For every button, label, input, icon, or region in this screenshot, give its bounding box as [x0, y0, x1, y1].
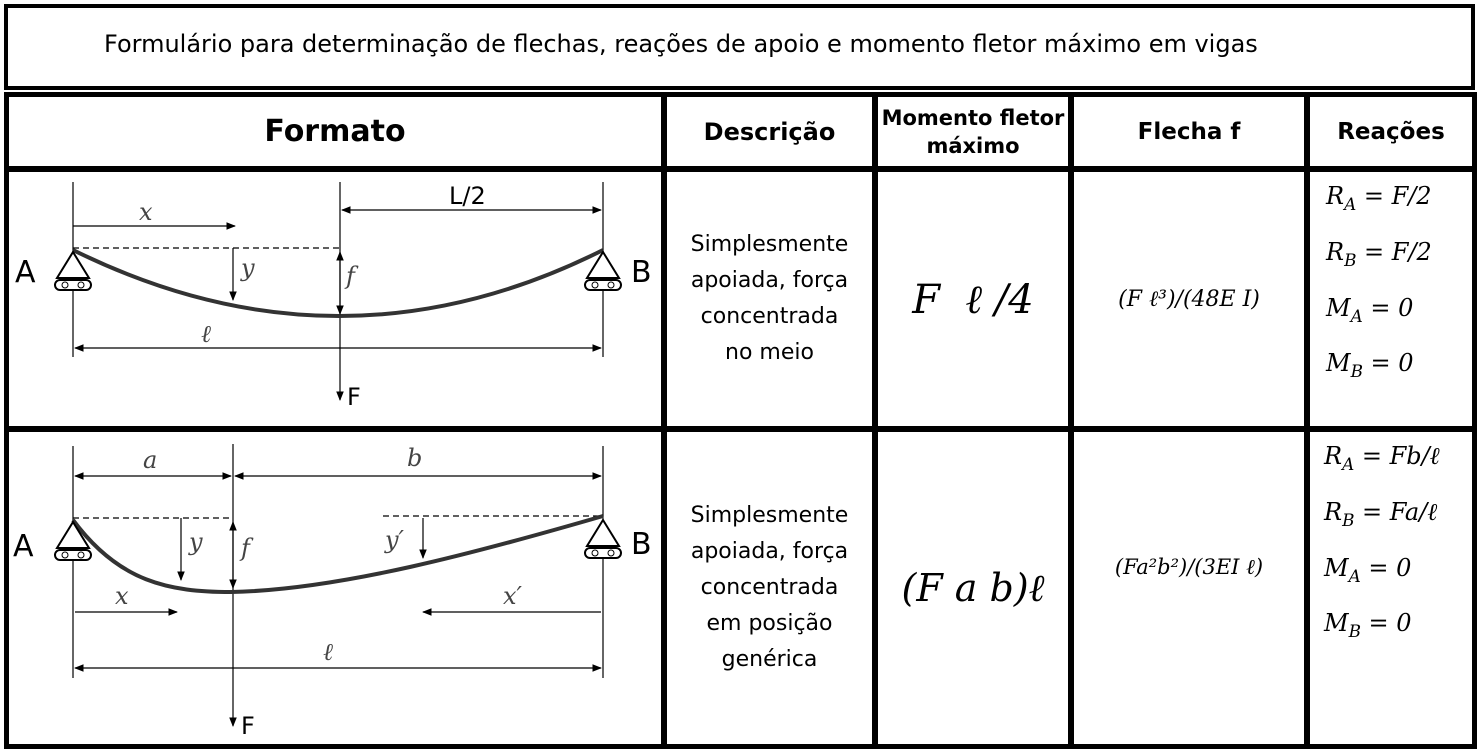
- row1-deflection: [1074, 172, 1304, 426]
- row2-desc-line1: Simplesmente: [690, 503, 849, 528]
- label-span: ℓ: [201, 320, 211, 348]
- row2-deflection: [1074, 432, 1304, 702]
- row1-reactions: [1310, 172, 1472, 426]
- label-B: B: [631, 255, 652, 290]
- row1-desc-line2: apoiada, força: [690, 268, 849, 293]
- row1-reaction-RA: $R_A = F/2$: [1326, 182, 1432, 214]
- row2-reaction-RB: $R_B$ = Fa/ℓ: [1324, 497, 1438, 530]
- header-momento: [878, 97, 1068, 166]
- row2-desc-line3: concentrada: [700, 575, 839, 600]
- header-reacoes: [1310, 97, 1472, 166]
- header-descricao: [667, 97, 872, 166]
- row2-desc-line2: apoiada, força: [690, 539, 849, 564]
- header-formato: [9, 97, 661, 166]
- header-descricao-label: Descrição: [703, 117, 836, 146]
- row1-description: [667, 172, 872, 426]
- header-momento-line2: máximo: [926, 133, 1020, 158]
- row1-moment: [878, 172, 1068, 426]
- header-flecha-label: Flecha f: [1137, 118, 1241, 145]
- row2-moment-value: (F a b)ℓ: [901, 565, 1045, 610]
- label-a: a: [143, 446, 158, 474]
- row1-deflection-value: (F ℓ³)/(48E I): [1118, 287, 1260, 312]
- label-span: ℓ: [323, 638, 333, 666]
- label-half-span: L/2: [449, 182, 486, 210]
- label-b: b: [407, 444, 423, 472]
- label-x: x: [115, 582, 129, 610]
- page-title: Formulário para determinação de flechas, reações de apoio e momento fletor máximo em vigas: [104, 30, 1258, 58]
- table-border-bottom: [4, 744, 1475, 749]
- support-B-icon: [585, 520, 621, 558]
- row1-reaction-MA: $M_A = 0$: [1326, 293, 1414, 326]
- header-reacoes-label: Reações: [1337, 118, 1445, 145]
- label-x: x: [139, 198, 153, 226]
- label-B: B: [631, 527, 652, 562]
- row2-desc-line4: em posição: [706, 611, 833, 636]
- support-A-icon: [55, 522, 91, 560]
- row2-desc-line5: genérica: [721, 647, 818, 672]
- label-A: A: [13, 529, 34, 564]
- row2-reaction-MB: $M_B = 0$: [1324, 609, 1412, 642]
- label-force: F: [241, 712, 255, 740]
- row1-desc-line4: no meio: [725, 340, 814, 365]
- label-y: y: [189, 528, 203, 556]
- header-flecha: [1074, 97, 1304, 166]
- label-y: y: [241, 254, 255, 282]
- row2-description: [667, 432, 872, 744]
- row1-desc-line3: concentrada: [700, 304, 839, 329]
- table-border-right: [1472, 92, 1477, 749]
- label-f: f: [346, 262, 355, 290]
- row2-reaction-MA: $M_A = 0$: [1324, 553, 1412, 586]
- header-formato-label: Formato: [264, 114, 406, 149]
- row1-moment-value: F ℓ /4: [912, 276, 1034, 323]
- row2-moment: [878, 432, 1068, 744]
- row1-reaction-MB: $M_B = 0$: [1326, 349, 1414, 382]
- beam-diagram-generic-load: [9, 432, 661, 744]
- label-force: F: [347, 383, 361, 411]
- row1-reaction-RB: $R_B = F/2$: [1326, 237, 1432, 270]
- label-f: f: [241, 534, 250, 562]
- label-y-prime: y′: [385, 526, 405, 554]
- header-momento-line1: Momento fletor: [881, 105, 1065, 130]
- row2-reactions: [1310, 432, 1472, 744]
- label-x-prime: x′: [503, 582, 522, 610]
- beam-diagram-center-load: [9, 172, 661, 426]
- row1-desc-line1: Simplesmente: [690, 232, 849, 257]
- row2-reaction-RA: $R_A$ = Fb/ℓ: [1324, 442, 1440, 474]
- row2-deflection-value: (Fa²b²)/(3EI ℓ): [1114, 554, 1264, 579]
- label-A: A: [15, 255, 36, 290]
